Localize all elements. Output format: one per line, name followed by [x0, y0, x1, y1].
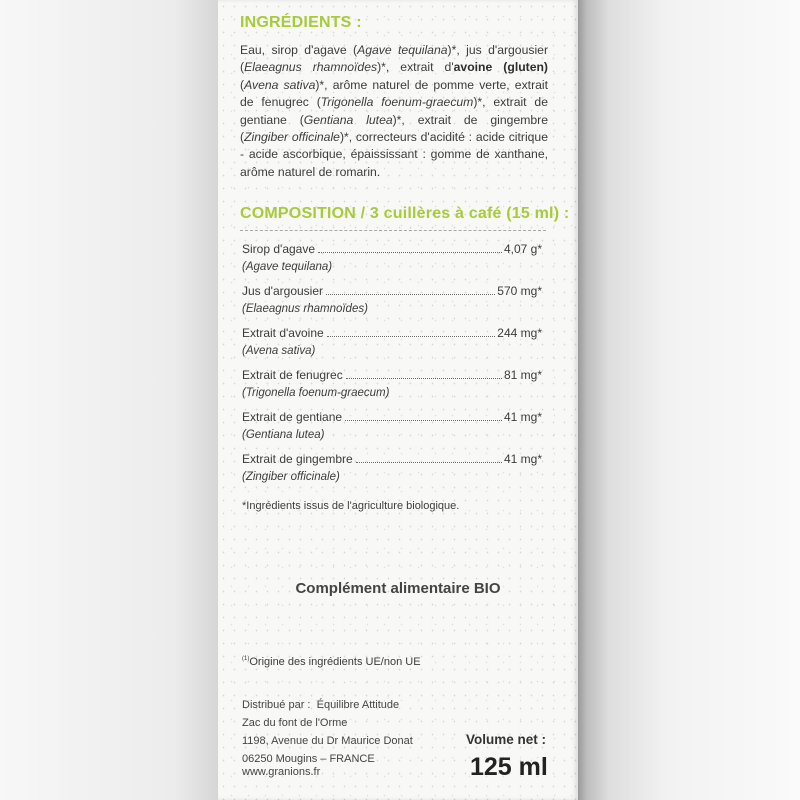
distributor-line: [242, 696, 413, 714]
composition-latin: (Avena sativa): [242, 345, 316, 357]
dot-leader: [326, 294, 495, 295]
ingredients-seg: (: [240, 77, 245, 92]
composition-row: [242, 368, 542, 402]
composition-latin: (Trigonella foenum-graecum): [242, 387, 390, 399]
composition-row: [242, 242, 542, 276]
composition-latin: (Zingiber officinale): [242, 471, 340, 483]
composition-name: Extrait de gentiane: [242, 410, 343, 424]
organic-footnote: *Ingrédients issus de l'agriculture biologique.: [242, 500, 460, 512]
composition-row: [242, 410, 542, 444]
composition-heading: COMPOSITION / 3 cuillères à café (15 ml) :: [240, 205, 570, 222]
composition-row: [242, 284, 542, 318]
address-line: 1198, Avenue du Dr Maurice Donat: [242, 735, 413, 747]
ingredients-seg: )*, correcteurs d'acidité : acide citrique - acide ascorbique, épaississant : gomme de xanthane, arôme naturel de romarin.: [240, 130, 548, 179]
website-link[interactable]: www.granions.fr: [242, 766, 321, 778]
ingredients-latin: Agave tequilana: [357, 43, 448, 57]
ingredients-seg: )*, arôme naturel de pomme verte, extrait de fenugrec (: [240, 77, 548, 110]
ingredients-seg: Eau, sirop d'agave (: [240, 43, 358, 57]
composition-name: Extrait de fenugrec: [242, 368, 343, 382]
dot-leader: [346, 378, 502, 379]
address-line: 06250 Mougins – FRANCE: [242, 753, 375, 765]
ingredients-latin: Zingiber officinale: [244, 130, 340, 145]
ingredients-seg: )*, extrait de gingembre (: [240, 112, 548, 145]
ingredients-text: [240, 42, 548, 181]
dot-leader: [318, 252, 502, 253]
composition-name: Jus d'argousier: [242, 284, 323, 298]
ingredients-seg: )*, extrait d': [377, 60, 454, 75]
ingredients-latin: Trigonella foenum-graecum: [320, 95, 474, 110]
volume-value: 125 ml: [470, 753, 548, 781]
ingredients-seg: )*, jus d'argousier (: [240, 43, 549, 75]
composition-divider: [240, 230, 546, 231]
dot-leader: [345, 420, 502, 421]
composition-latin: (Gentiana lutea): [242, 429, 325, 441]
label-panel: [218, 0, 578, 800]
box-side-right: [578, 0, 800, 800]
composition-amount: 244 mg*: [497, 326, 542, 340]
dot-leader: [327, 336, 496, 337]
composition-row: [242, 326, 542, 360]
composition-row: [242, 452, 542, 486]
origin-text: Origine des ingrédients UE/non UE: [249, 656, 421, 668]
volume-label: Volume net :: [466, 732, 547, 747]
composition-amount: 41 mg*: [503, 410, 542, 424]
composition-name: Extrait de gingembre: [242, 452, 353, 466]
ingredients-heading: INGRÉDIENTS :: [240, 14, 362, 31]
ingredients-latin: Avena sativa: [244, 77, 316, 92]
dot-leader: [356, 462, 502, 463]
supplement-label: Complément alimentaire BIO: [295, 580, 501, 597]
composition-amount: 41 mg*: [503, 452, 542, 466]
distributor-address: [242, 696, 413, 768]
origin-marker: (1): [242, 656, 250, 662]
composition-latin: (Agave tequilana): [242, 261, 333, 273]
address-line: Zac du font de l'Orme: [242, 717, 348, 729]
composition-amount: 570 mg*: [497, 284, 542, 298]
ingredients-allergen: avoine (gluten): [453, 60, 548, 75]
ingredients-latin: Gentiana lutea: [303, 112, 393, 127]
distributor-name: Équilibre Attitude: [316, 699, 400, 711]
origin-note: [242, 656, 421, 668]
composition-name: Sirop d'agave: [242, 242, 316, 256]
composition-name: Extrait d'avoine: [242, 326, 324, 340]
ingredients-seg: )*, extrait de gentiane (: [240, 95, 548, 127]
composition-amount: 81 mg*: [503, 368, 542, 382]
composition-amount: 4,07 g*: [503, 242, 542, 256]
ingredients-latin: Elaeagnus rhamnoïdes: [244, 60, 378, 75]
composition-latin: (Elaeagnus rhamnoïdes): [242, 303, 368, 315]
box-side-left: [0, 0, 218, 800]
distributor-prefix: Distribué par :: [242, 699, 311, 711]
